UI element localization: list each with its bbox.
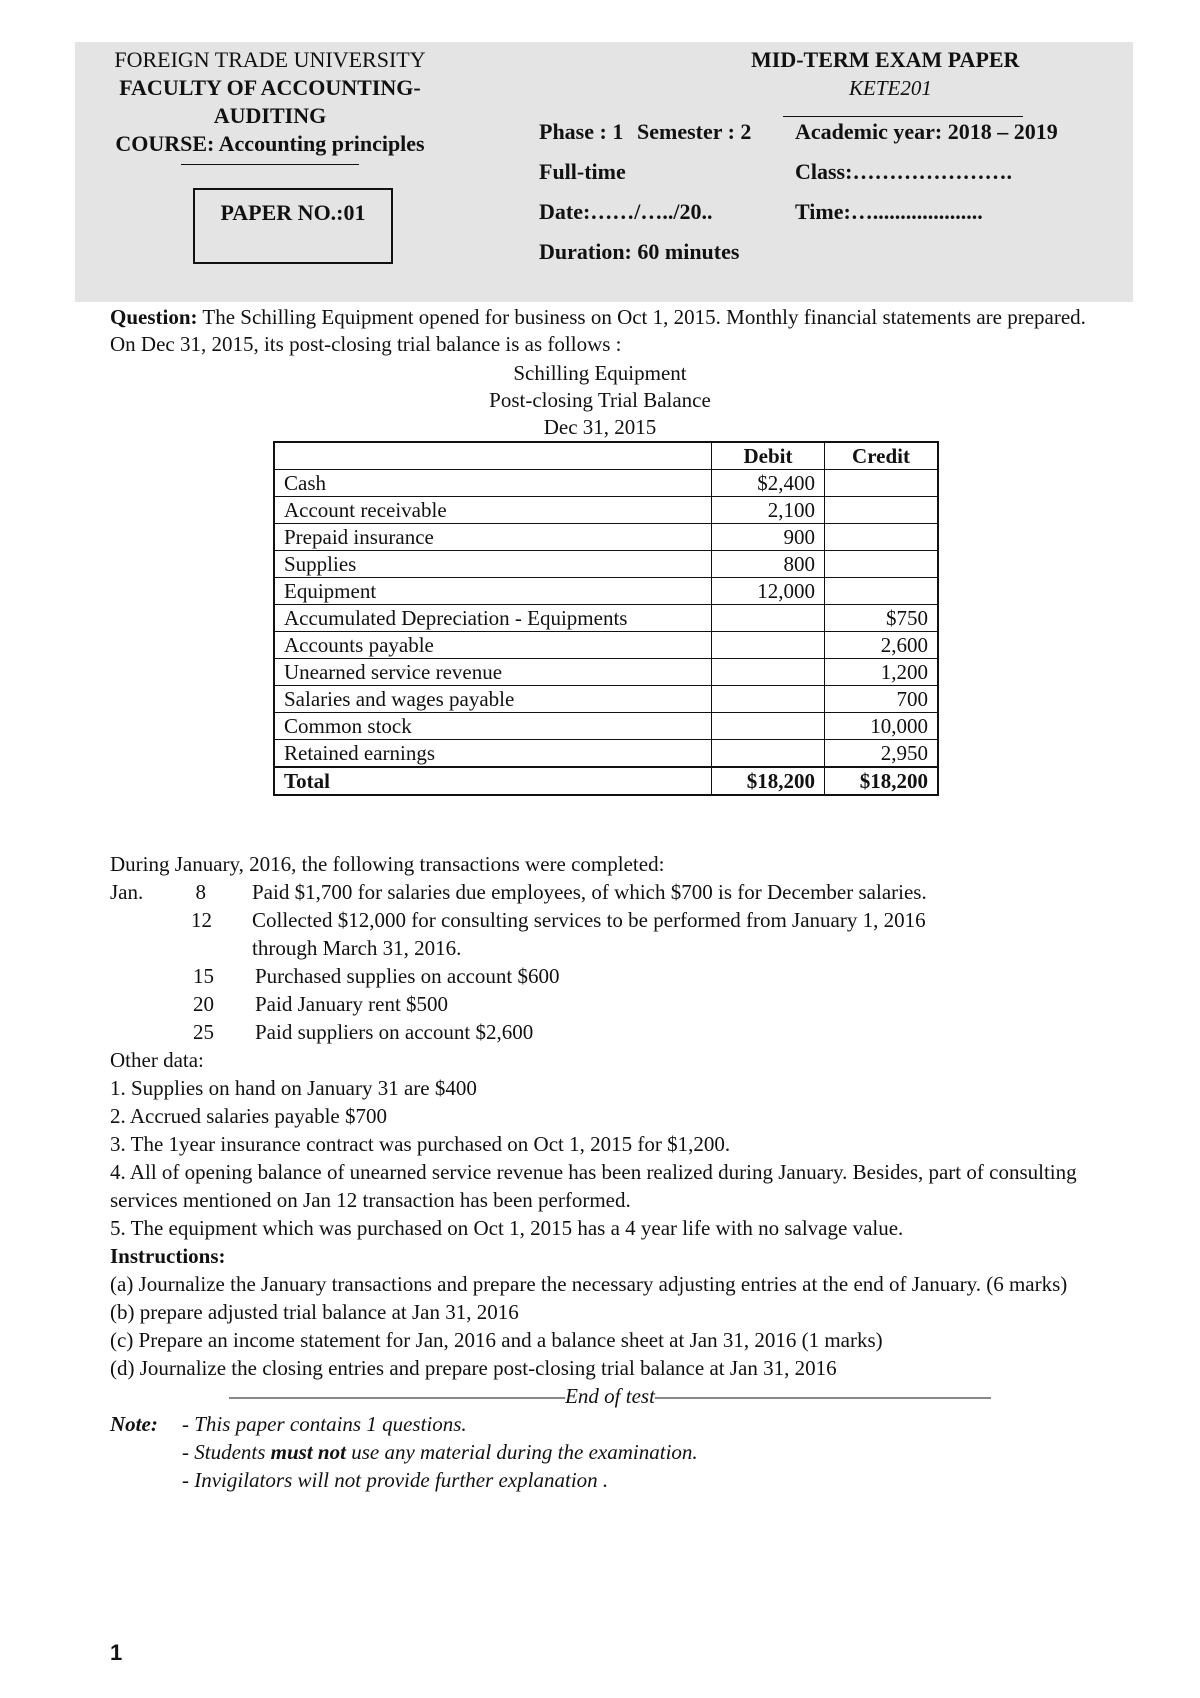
note-text: - Invigilators will not provide further explanation . [182, 1468, 609, 1492]
academic-year: Academic year: 2018 – 2019 [795, 119, 1058, 144]
transaction-item [110, 990, 1110, 1018]
company-name: Schilling Equipment [513, 361, 687, 385]
table-row [274, 524, 938, 551]
account-name: Salaries and wages payable [274, 686, 712, 713]
note-label: Note: [110, 1412, 158, 1436]
transaction-text: Purchased supplies on account $600 [255, 964, 560, 988]
transaction-day: 15 [193, 964, 214, 988]
other-data-item: 4. All of opening balance of unearned service revenue has been realized during January. Besides, part of consulting services mentioned on Jan 12 transaction has been performed. [110, 1160, 1077, 1212]
dash-left: ———————————————— [229, 1384, 566, 1408]
header-account [274, 442, 712, 470]
table-row [274, 686, 938, 713]
other-data-label: Other data: [110, 1048, 204, 1072]
account-name: Account receivable [274, 497, 712, 524]
credit-value [825, 470, 939, 497]
page-number: 1 [110, 1640, 123, 1665]
instructions-label: Instructions: [110, 1244, 226, 1268]
table-row [274, 632, 938, 659]
statement-date: Dec 31, 2015 [543, 415, 657, 439]
dash-right: ———————————————— [654, 1384, 991, 1408]
credit-value: 2,600 [825, 632, 939, 659]
note-line [110, 1410, 1110, 1438]
end-of-test-label: End of test [565, 1384, 655, 1408]
account-name: Prepaid insurance [274, 524, 712, 551]
debit-value [712, 740, 825, 768]
semester: Semester : 2 [637, 119, 752, 144]
date-field: Date:……/…../20.. [539, 199, 713, 224]
university-name: FOREIGN TRADE UNIVERSITY [114, 47, 426, 72]
table-row [274, 470, 938, 497]
note-text: - This paper contains 1 questions. [182, 1412, 467, 1436]
faculty-name-cont: AUDITING [213, 103, 327, 128]
debit-value: 900 [712, 524, 825, 551]
credit-value: 10,000 [825, 713, 939, 740]
phase: Phase : 1 [539, 119, 624, 144]
instruction-item: (a) Journalize the January transactions and prepare the necessary adjusting entries at the end of January. (6 marks) [110, 1272, 1068, 1296]
time-field: Time:….................... [795, 199, 983, 224]
transaction-month: Jan. [110, 880, 144, 904]
transaction-item [110, 1018, 1110, 1046]
study-mode: Full-time [539, 159, 626, 184]
divider [181, 164, 359, 165]
course-name: COURSE: Accounting principles [115, 131, 425, 156]
debit-value [712, 659, 825, 686]
exam-body [110, 850, 1110, 1494]
account-name: Accounts payable [274, 632, 712, 659]
credit-value [825, 551, 939, 578]
exam-title: MID-TERM EXAM PAPER [751, 47, 1020, 72]
table-row [274, 740, 938, 768]
header-credit: Credit [825, 442, 939, 470]
account-name: Supplies [274, 551, 712, 578]
total-credit: $18,200 [825, 767, 939, 795]
institution-block [105, 46, 435, 165]
account-name: Unearned service revenue [274, 659, 712, 686]
credit-value: $750 [825, 605, 939, 632]
end-of-test-line [110, 1382, 1110, 1410]
transaction-item [110, 934, 1110, 962]
debit-value [712, 632, 825, 659]
note-line [110, 1466, 1110, 1494]
transaction-text: Paid $1,700 for salaries due employees, of which $700 is for December salaries. [252, 880, 927, 904]
duration: Duration: 60 minutes [539, 239, 740, 264]
instruction-item: (d) Journalize the closing entries and prepare post-closing trial balance at Jan 31, 2016 [110, 1356, 837, 1380]
credit-value: 700 [825, 686, 939, 713]
debit-value: 2,100 [712, 497, 825, 524]
other-data-item: 5. The equipment which was purchased on Oct 1, 2015 has a 4 year life with no salvage value. [110, 1216, 904, 1240]
table-row [274, 659, 938, 686]
transaction-text: Paid suppliers on account $2,600 [255, 1020, 534, 1044]
other-data-item: 3. The 1year insurance contract was purchased on Oct 1, 2015 for $1,200. [110, 1132, 731, 1156]
question-text [110, 304, 1110, 358]
table-header-row [274, 442, 938, 470]
exam-header [75, 42, 1133, 302]
divider [783, 116, 1023, 117]
instruction-item: (b) prepare adjusted trial balance at Jan 31, 2016 [110, 1300, 519, 1324]
transaction-day: 25 [193, 1020, 214, 1044]
transaction-text: Collected $12,000 for consulting services to be performed from January 1, 2016 [252, 908, 926, 932]
note-emphasis: must not [270, 1440, 346, 1464]
credit-value [825, 497, 939, 524]
table-row [274, 605, 938, 632]
account-name: Common stock [274, 713, 712, 740]
debit-value: 800 [712, 551, 825, 578]
trial-balance-heading [0, 360, 1200, 441]
transaction-text: Paid January rent $500 [255, 992, 449, 1016]
question-body: The Schilling Equipment opened for business on Oct 1, 2015. Monthly financial statements are prepared. On Dec 31, 2015, its post-closing trial balance is as follows : [110, 305, 1086, 356]
transactions-intro: During January, 2016, the following transactions were completed: [110, 852, 665, 876]
table-row [274, 497, 938, 524]
credit-value [825, 524, 939, 551]
transaction-item [110, 962, 1110, 990]
total-label: Total [274, 767, 712, 795]
instruction-item: (c) Prepare an income statement for Jan, 2016 and a balance sheet at Jan 31, 2016 (1 marks) [110, 1328, 883, 1352]
total-debit: $18,200 [712, 767, 825, 795]
credit-value: 2,950 [825, 740, 939, 768]
debit-value [712, 713, 825, 740]
table-row [274, 713, 938, 740]
transaction-day: 8 [195, 880, 206, 904]
paper-number-box: PAPER NO.:01 [193, 188, 393, 264]
transaction-day: 12 [191, 908, 212, 932]
table-row [274, 578, 938, 605]
account-name: Accumulated Depreciation - Equipments [274, 605, 712, 632]
table-row [274, 551, 938, 578]
note-text-post: use any material during the examination. [345, 1440, 698, 1464]
credit-value [825, 578, 939, 605]
question-label: Question: [110, 305, 198, 329]
account-name: Retained earnings [274, 740, 712, 768]
header-debit: Debit [712, 442, 825, 470]
faculty-name: FACULTY OF ACCOUNTING- [119, 75, 421, 100]
debit-value [712, 686, 825, 713]
debit-value: 12,000 [712, 578, 825, 605]
note-line [110, 1438, 1110, 1466]
account-name: Equipment [274, 578, 712, 605]
class-field: Class:…………………. [795, 159, 1012, 184]
statement-title: Post-closing Trial Balance [489, 388, 711, 412]
note-text-pre: - Students [182, 1440, 271, 1464]
trial-balance-table [273, 441, 939, 796]
debit-value [712, 605, 825, 632]
account-name: Cash [274, 470, 712, 497]
other-data-item: 1. Supplies on hand on January 31 are $400 [110, 1076, 477, 1100]
transaction-item [110, 906, 1110, 934]
course-code: KETE201 [849, 76, 932, 100]
transaction-text: through March 31, 2016. [252, 936, 462, 960]
other-data-item: 2. Accrued salaries payable $700 [110, 1104, 387, 1128]
note-text [182, 1438, 698, 1466]
credit-value: 1,200 [825, 659, 939, 686]
total-row [274, 767, 938, 795]
transaction-item [110, 878, 1110, 906]
debit-value: $2,400 [712, 470, 825, 497]
transaction-day: 20 [193, 992, 214, 1016]
